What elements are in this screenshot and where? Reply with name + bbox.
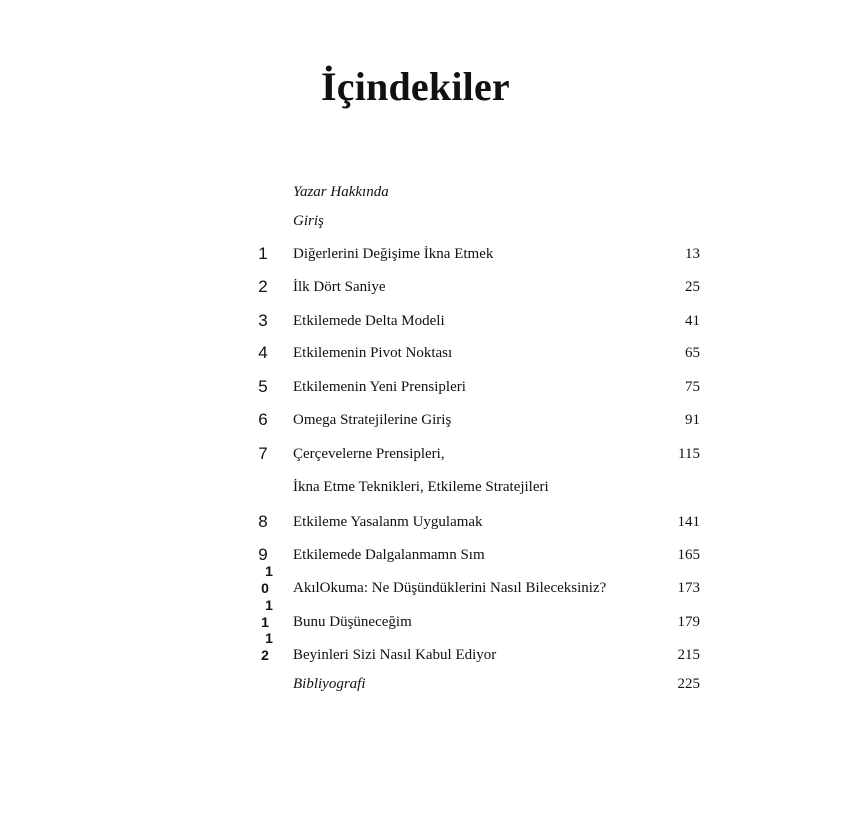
chapter-number (250, 563, 280, 597)
page-number: 179 (677, 614, 700, 630)
toc-entry-label: Giriş (293, 213, 324, 229)
chapter-number: 8 (258, 512, 268, 531)
toc-entry-label: Bunu Düşüneceğim (293, 614, 412, 630)
toc-entry-introduction (0, 209, 857, 233)
toc-entry-chapter-7 (0, 442, 857, 466)
toc-entry-label: Diğerlerini Değişime İkna Etmek (293, 246, 494, 262)
toc-entry-chapter-3 (0, 309, 857, 333)
toc-entry-label: Bibliyografi (293, 676, 366, 692)
chapter-number: 5 (258, 377, 268, 396)
toc-entry-chapter-2 (0, 275, 857, 299)
toc-entry-chapter-11 (0, 597, 857, 634)
toc-entry-label: Etkilemede Dalgalanmamn Sım (293, 547, 485, 563)
toc-entry-chapter-5 (0, 375, 857, 399)
toc-entry-about-author (0, 180, 857, 204)
chapter-number-digit: 1 (265, 597, 273, 613)
page-number: 215 (677, 647, 700, 663)
chapter-number-digit: 0 (261, 580, 269, 596)
page-number: 13 (685, 246, 700, 262)
page-number: 65 (685, 345, 700, 361)
toc-entry-label: Omega Stratejilerine Giriş (293, 412, 452, 428)
chapter-number-digit: 1 (261, 614, 269, 630)
chapter-number: 2 (258, 277, 268, 296)
toc-entry-label: Etkileme Yasalanm Uygulamak (293, 514, 483, 530)
toc-entry-label: İlk Dört Saniye (293, 279, 386, 295)
page-number: 25 (685, 279, 700, 295)
toc-entry-chapter-8 (0, 510, 857, 534)
toc-entry-label: Etkilemede Delta Modeli (293, 313, 445, 329)
chapter-number-digit: 2 (261, 647, 269, 663)
toc-entry-label: AkılOkuma: Ne Düşündüklerini Nasıl Bileceksiniz? (293, 580, 607, 596)
chapter-number: 3 (258, 311, 268, 330)
toc-entry-chapter-7-continued (0, 475, 857, 499)
chapter-number: 7 (258, 444, 268, 463)
toc-entry-chapter-1 (0, 242, 857, 266)
page-number: 165 (677, 547, 700, 563)
toc-entry-chapter-4 (0, 341, 857, 365)
page-number: 91 (685, 412, 700, 428)
page-number: 41 (685, 313, 700, 329)
toc-entry-label: Yazar Hakkında (293, 184, 389, 200)
toc-entry-bibliography (0, 672, 857, 696)
page-number: 115 (678, 446, 700, 462)
page-title: İçindekiler (321, 64, 510, 109)
chapter-number-digit: 1 (265, 563, 273, 579)
toc-entry-chapter-12 (0, 630, 857, 667)
chapter-number (250, 630, 280, 664)
page-number: 141 (677, 514, 700, 530)
chapter-number (250, 597, 280, 631)
toc-entry-chapter-10 (0, 563, 857, 600)
toc-entry-label: Etkilemenin Pivot Noktası (293, 345, 453, 361)
toc-entry-label: Çerçevelerne Prensipleri, (293, 446, 445, 462)
toc-entry-label: Etkilemenin Yeni Prensipleri (293, 379, 466, 395)
toc-entry-label: İkna Etme Teknikleri, Etkileme Stratejileri (293, 479, 549, 495)
page-number: 173 (677, 580, 700, 596)
chapter-number: 1 (258, 244, 268, 263)
chapter-number: 6 (258, 410, 268, 429)
chapter-number: 9 (258, 545, 268, 564)
chapter-number-digit: 1 (265, 630, 273, 646)
chapter-number: 4 (258, 343, 268, 362)
toc-entry-chapter-9 (0, 543, 857, 567)
page-number: 225 (677, 676, 700, 692)
toc-entry-label: Beyinleri Sizi Nasıl Kabul Ediyor (293, 647, 497, 663)
toc-entry-chapter-6 (0, 408, 857, 432)
page-number: 75 (685, 379, 700, 395)
